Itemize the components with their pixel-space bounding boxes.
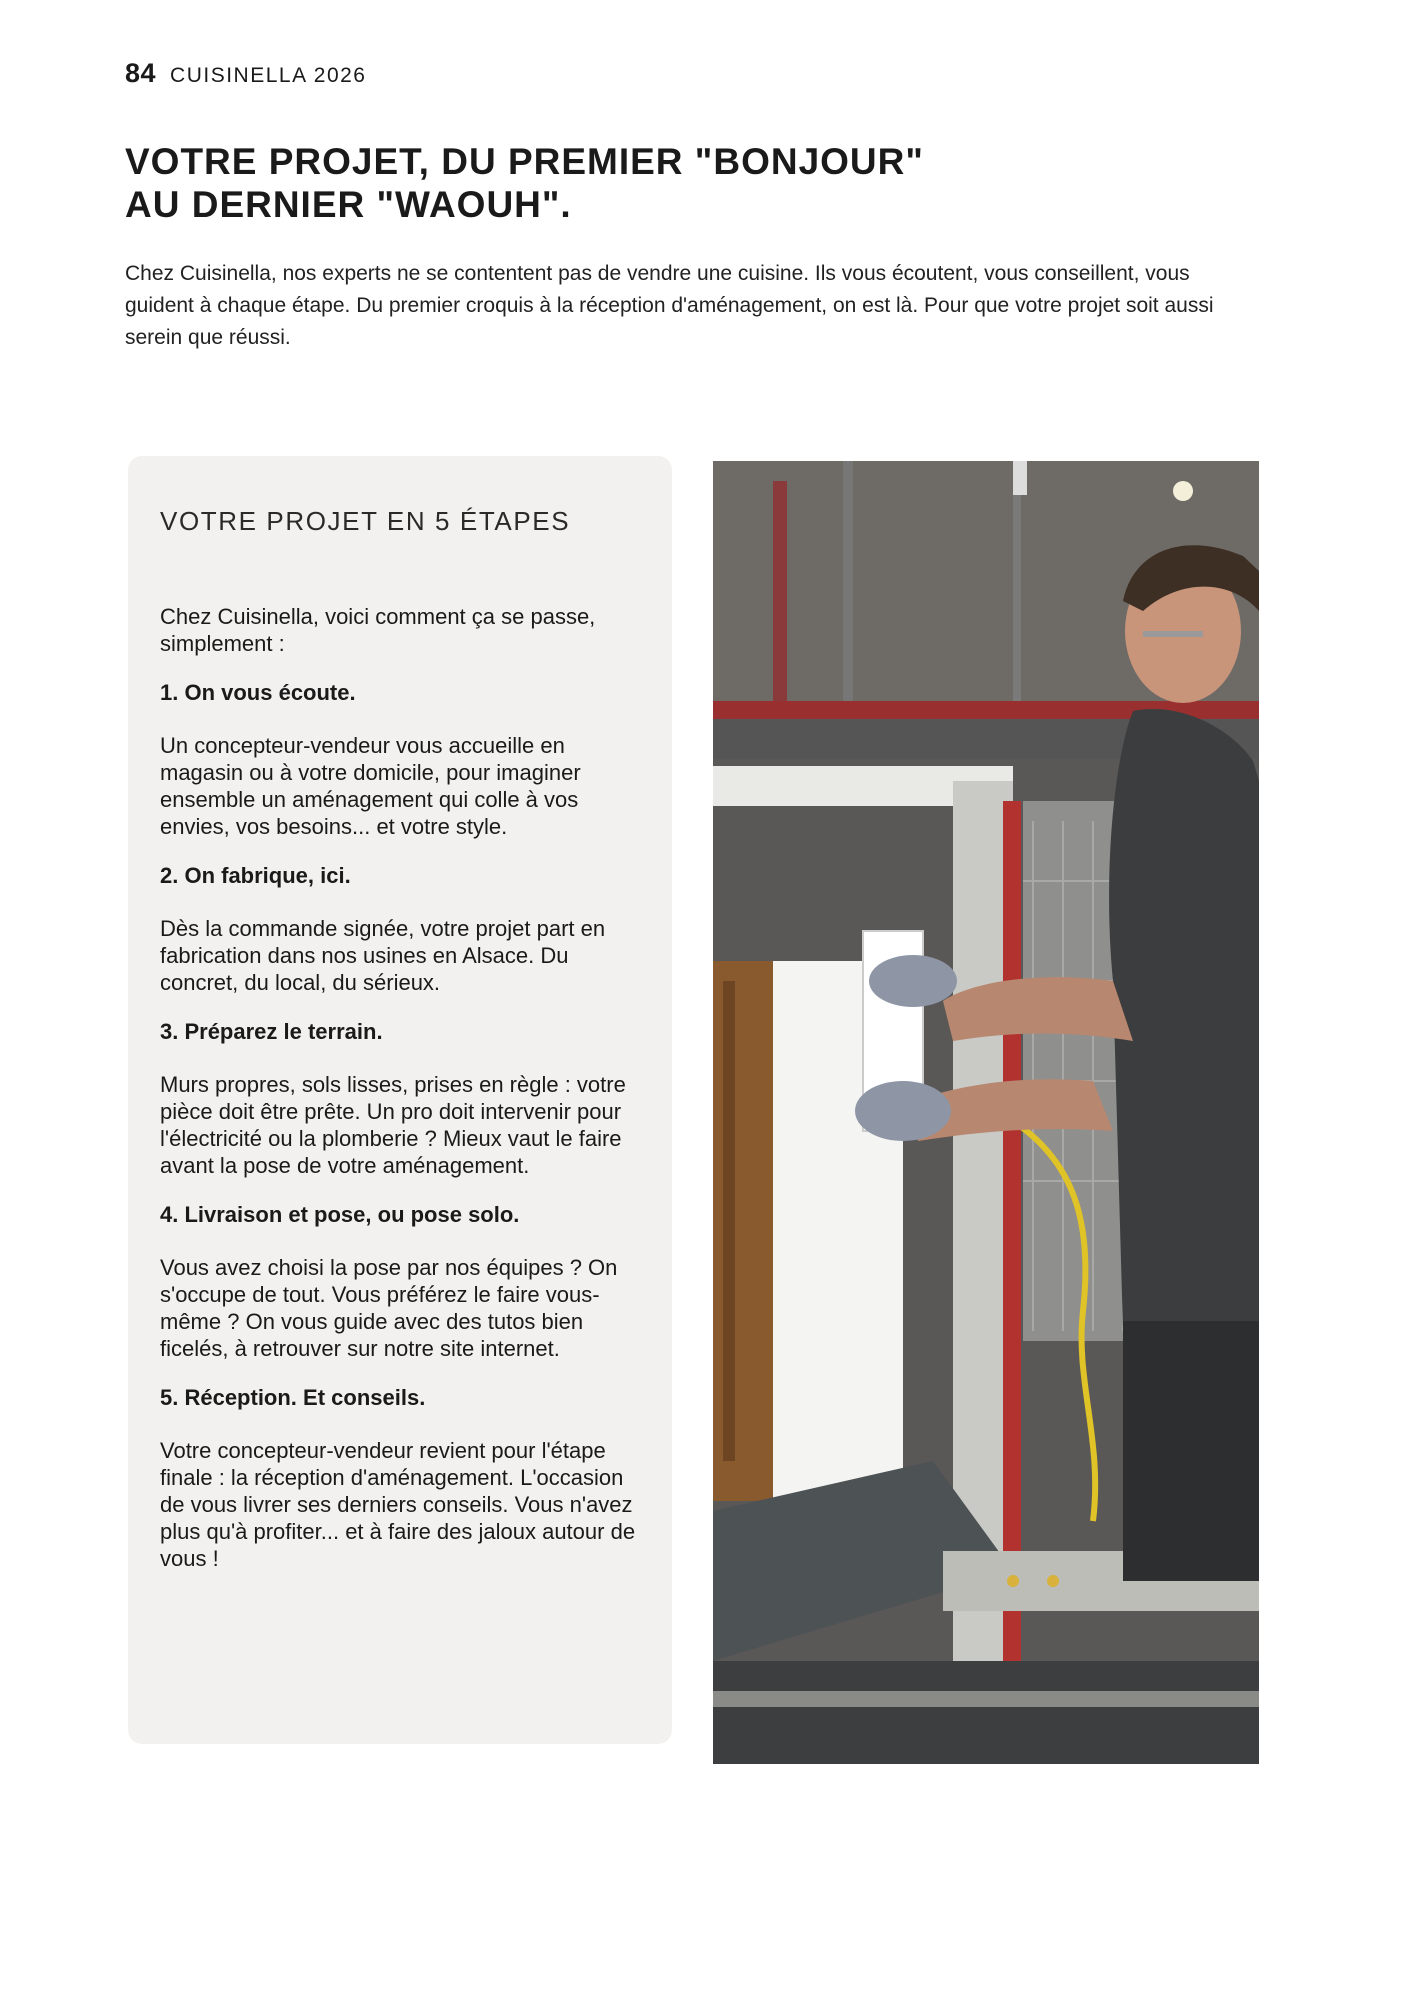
step-1 [160, 679, 638, 840]
factory-worker-photo [713, 461, 1259, 1764]
page-folio [125, 58, 366, 89]
step-text: Votre concepteur-vendeur revient pour l'étape finale : la réception d'aménagement. L'occasion de vous livrer ses derniers conseils. Vous n'avez plus qu'à profiter... et à faire des jaloux autour de vous ! [160, 1438, 636, 1571]
step-title: 5. Réception. Et conseils. [160, 1385, 426, 1410]
steps-box-intro: Chez Cuisinella, voici comment ça se passe, simplement : [160, 604, 596, 656]
step-text: Un concepteur-vendeur vous accueille en magasin ou à votre domicile, pour imaginer ensemble un aménagement qui colle à vos envies, vos besoins... et votre style. [160, 733, 581, 839]
publication-name: CUISINELLA 2026 [170, 64, 367, 87]
headline-line-2: AU DERNIER "WAOUH". [125, 184, 572, 225]
step-5 [160, 1384, 638, 1572]
steps-box-title: VOTRE PROJET EN 5 ÉTAPES [160, 506, 571, 536]
step-2 [160, 862, 638, 996]
step-title: 1. On vous écoute. [160, 680, 356, 705]
step-title: 4. Livraison et pose, ou pose solo. [160, 1202, 520, 1227]
page-number: 84 [125, 58, 157, 88]
headline-line-1: VOTRE PROJET, DU PREMIER "BONJOUR" [125, 141, 924, 182]
intro-paragraph: Chez Cuisinella, nos experts ne se contentent pas de vendre une cuisine. Ils vous écoutent, vous conseillent, vous guident à chaque étape. Du premier croquis à la réception d'aménagement, on est là. Pour que votre projet soit aussi serein que réussi. [125, 262, 1214, 349]
step-text: Vous avez choisi la pose par nos équipes ? On s'occupe de tout. Vous préférez le faire vous-même ? On vous guide avec des tutos bien ficelés, à retrouver sur notre site internet. [160, 1255, 618, 1361]
step-text: Dès la commande signée, votre projet part en fabrication dans nos usines en Alsace. Du concret, du local, du sérieux. [160, 916, 606, 995]
step-3 [160, 1018, 638, 1179]
step-text: Murs propres, sols lisses, prises en règle : votre pièce doit être prête. Un pro doit intervenir pour l'électricité ou la plomberie ? Mieux vaut le faire avant la pose de votre aménagement. [160, 1072, 626, 1178]
step-title: 2. On fabrique, ici. [160, 863, 351, 888]
page-headline [125, 140, 1025, 226]
factory-worker-illustration [713, 461, 1259, 1764]
step-4 [160, 1201, 638, 1362]
steps-box [128, 456, 672, 1744]
step-title: 3. Préparez le terrain. [160, 1019, 383, 1044]
